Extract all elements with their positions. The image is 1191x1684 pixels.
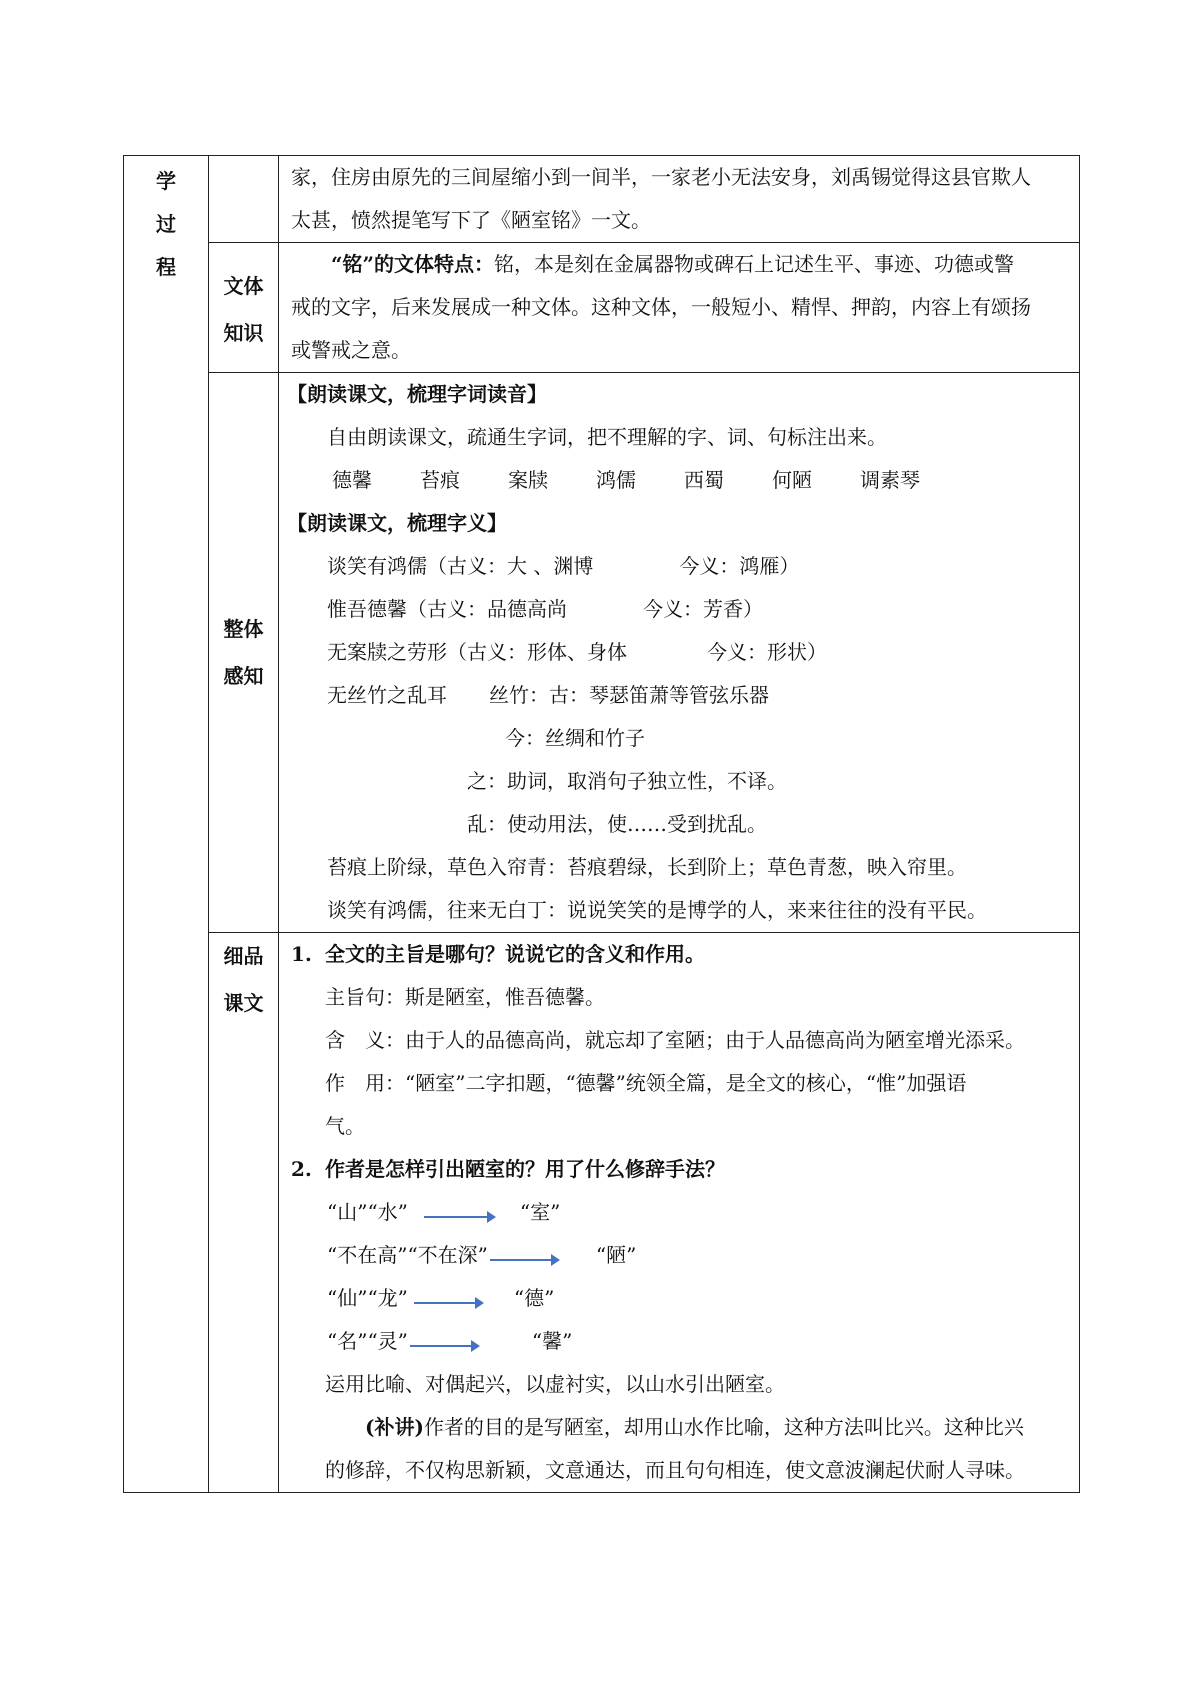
sizhu-modern: 今：丝绸和竹子 — [505, 726, 645, 750]
supplement-line-cont: 的修辞，不仅构思新颖，文意通达，而且句句相连，使文意波澜起伏耐人寻味。 — [325, 1458, 1025, 1482]
sizhu-phrase: 无丝竹之乱耳 — [327, 683, 447, 707]
meaning-line — [287, 588, 1065, 631]
genre-label-line: 知识 — [223, 321, 264, 345]
meaning-ancient: 惟吾德馨（古义：品德高尚 — [327, 597, 567, 621]
arrow-row — [283, 1191, 1065, 1234]
meaning-ancient: 谈笑有鸿儒（古义：大 、渊博 — [327, 554, 594, 578]
genre-line — [291, 243, 1065, 286]
right-arrow-icon — [424, 1216, 494, 1218]
genre-title: “铭”的文体特点： — [331, 252, 495, 276]
meaning-line — [287, 545, 1065, 588]
translation-line: 苔痕上阶绿，草色入帘青：苔痕碧绿，长到阶上；草色青葱，映入帘里。 — [327, 855, 967, 879]
word-item: 案牍 — [508, 468, 548, 492]
overall-label-line: 感知 — [223, 663, 264, 688]
header-char: 学 — [156, 169, 176, 193]
zhi-line: 之：助词，取消句子独立性，不译。 — [467, 769, 787, 793]
detail-row — [124, 933, 1080, 1493]
right-arrow-icon — [490, 1259, 558, 1261]
rhetoric-summary: 运用比喻、对偶起兴，以虚衬实，以山水引出陋室。 — [325, 1372, 785, 1396]
arrow-from: “不在高”“不在深” — [327, 1243, 488, 1267]
main-sentence: 主旨句：斯是陋室，惟吾德馨。 — [325, 985, 605, 1009]
overall-label-line: 整体 — [223, 616, 264, 641]
word-item: 何陋 — [772, 468, 812, 492]
question-number: 1. — [291, 942, 312, 966]
overall-label — [209, 373, 279, 933]
question-1 — [283, 933, 1065, 976]
intro-content — [279, 156, 1080, 243]
translation-line: 谈笑有鸿儒，往来无白丁：说说笑笑的是博学的人，来来往往的没有平民。 — [327, 898, 987, 922]
arrow-to: “陋” — [595, 1243, 637, 1267]
genre-label-line: 文体 — [223, 274, 264, 298]
arrow-from: “仙”“龙” — [327, 1286, 408, 1310]
genre-content — [279, 243, 1080, 373]
meaning-heading: 【朗读课文，梳理字义】 — [287, 511, 507, 535]
arrow-to: “室” — [519, 1200, 561, 1224]
luan-line: 乱：使动用法，使……受到扰乱。 — [467, 812, 767, 836]
genre-row — [124, 243, 1080, 373]
supplement-text: 作者的目的是写陋室，却用山水作比喻，这种方法叫比兴。这种比兴 — [423, 1415, 1024, 1439]
word-item: 德馨 — [332, 468, 372, 492]
intro-line: 家，住房由原先的三间屋缩小到一间半，一家老小无法安身，刘禹锡觉得这县官欺人 — [291, 165, 1031, 189]
meaning-modern: 今义：形状） — [707, 640, 827, 664]
sizhu-ancient: 丝竹：古：琴瑟笛萧等管弦乐器 — [489, 683, 769, 707]
arrow-to: “德” — [513, 1286, 555, 1310]
arrow-from: “山”“水” — [327, 1200, 408, 1224]
header-char: 过 — [156, 212, 176, 236]
question-number: 2. — [291, 1157, 312, 1181]
intro-label-cell — [209, 156, 279, 243]
intro-line: 太甚，愤然提笔写下了《陋室铭》一文。 — [291, 208, 651, 232]
process-header-cell — [124, 156, 209, 1493]
detail-label-line: 细品 — [223, 944, 264, 968]
reading-heading: 【朗读课文，梳理字词读音】 — [287, 382, 547, 406]
detail-label — [209, 933, 279, 1493]
intro-row — [124, 156, 1080, 243]
arrow-row — [283, 1320, 1065, 1363]
sizhu-line — [287, 674, 1065, 717]
arrow-from: “名”“灵” — [327, 1329, 408, 1353]
meaning-modern: 今义：鸿雁） — [679, 554, 800, 578]
header-char: 程 — [156, 255, 176, 279]
reading-instruction: 自由朗读课文，疏通生字词，把不理解的字、词、句标注出来。 — [327, 425, 887, 449]
meaning-line — [287, 631, 1065, 674]
question-text: 作者是怎样引出陋室的？用了什么修辞手法？ — [325, 1157, 725, 1181]
supplement-line — [283, 1406, 1065, 1449]
genre-line: 或警戒之意。 — [291, 338, 411, 362]
word-item: 西蜀 — [684, 468, 724, 492]
genre-text: 铭，本是刻在金属器物或碑石上记述生平、事迹、功德或警 — [494, 252, 1015, 276]
right-arrow-icon — [410, 1345, 478, 1347]
overall-content — [279, 373, 1080, 933]
supplement-tag: (补讲) — [365, 1415, 424, 1439]
arrow-row — [283, 1234, 1065, 1277]
function-explain-cont: 气。 — [325, 1114, 365, 1138]
genre-line: 戒的文字，后来发展成一种文体。这种文体，一般短小、精悍、押韵，内容上有颂扬 — [291, 295, 1031, 319]
question-text: 全文的主旨是哪句？说说它的含义和作用。 — [325, 942, 705, 966]
word-item: 鸿儒 — [596, 468, 636, 492]
detail-label-line: 课文 — [223, 991, 264, 1015]
meaning-explain: 含 义：由于人的品德高尚，就忘却了室陋；由于人品德高尚为陋室增光添采。 — [325, 1028, 1025, 1052]
overall-row — [124, 373, 1080, 933]
word-item: 调素琴 — [860, 468, 920, 492]
meaning-modern: 今义：芳香） — [643, 597, 763, 621]
detail-content — [279, 933, 1080, 1493]
question-2 — [283, 1148, 1065, 1191]
meaning-ancient: 无案牍之劳形（古义：形体、身体 — [327, 640, 627, 664]
word-item: 苔痕 — [420, 468, 460, 492]
lesson-table — [123, 155, 1080, 1493]
genre-label — [209, 243, 279, 373]
right-arrow-icon — [414, 1302, 482, 1304]
word-list — [287, 459, 1065, 502]
arrow-to: “馨” — [531, 1329, 573, 1353]
arrow-row — [283, 1277, 1065, 1320]
function-explain: 作 用：“陋室”二字扣题，“德馨”统领全篇，是全文的核心，“惟”加强语 — [325, 1071, 967, 1095]
